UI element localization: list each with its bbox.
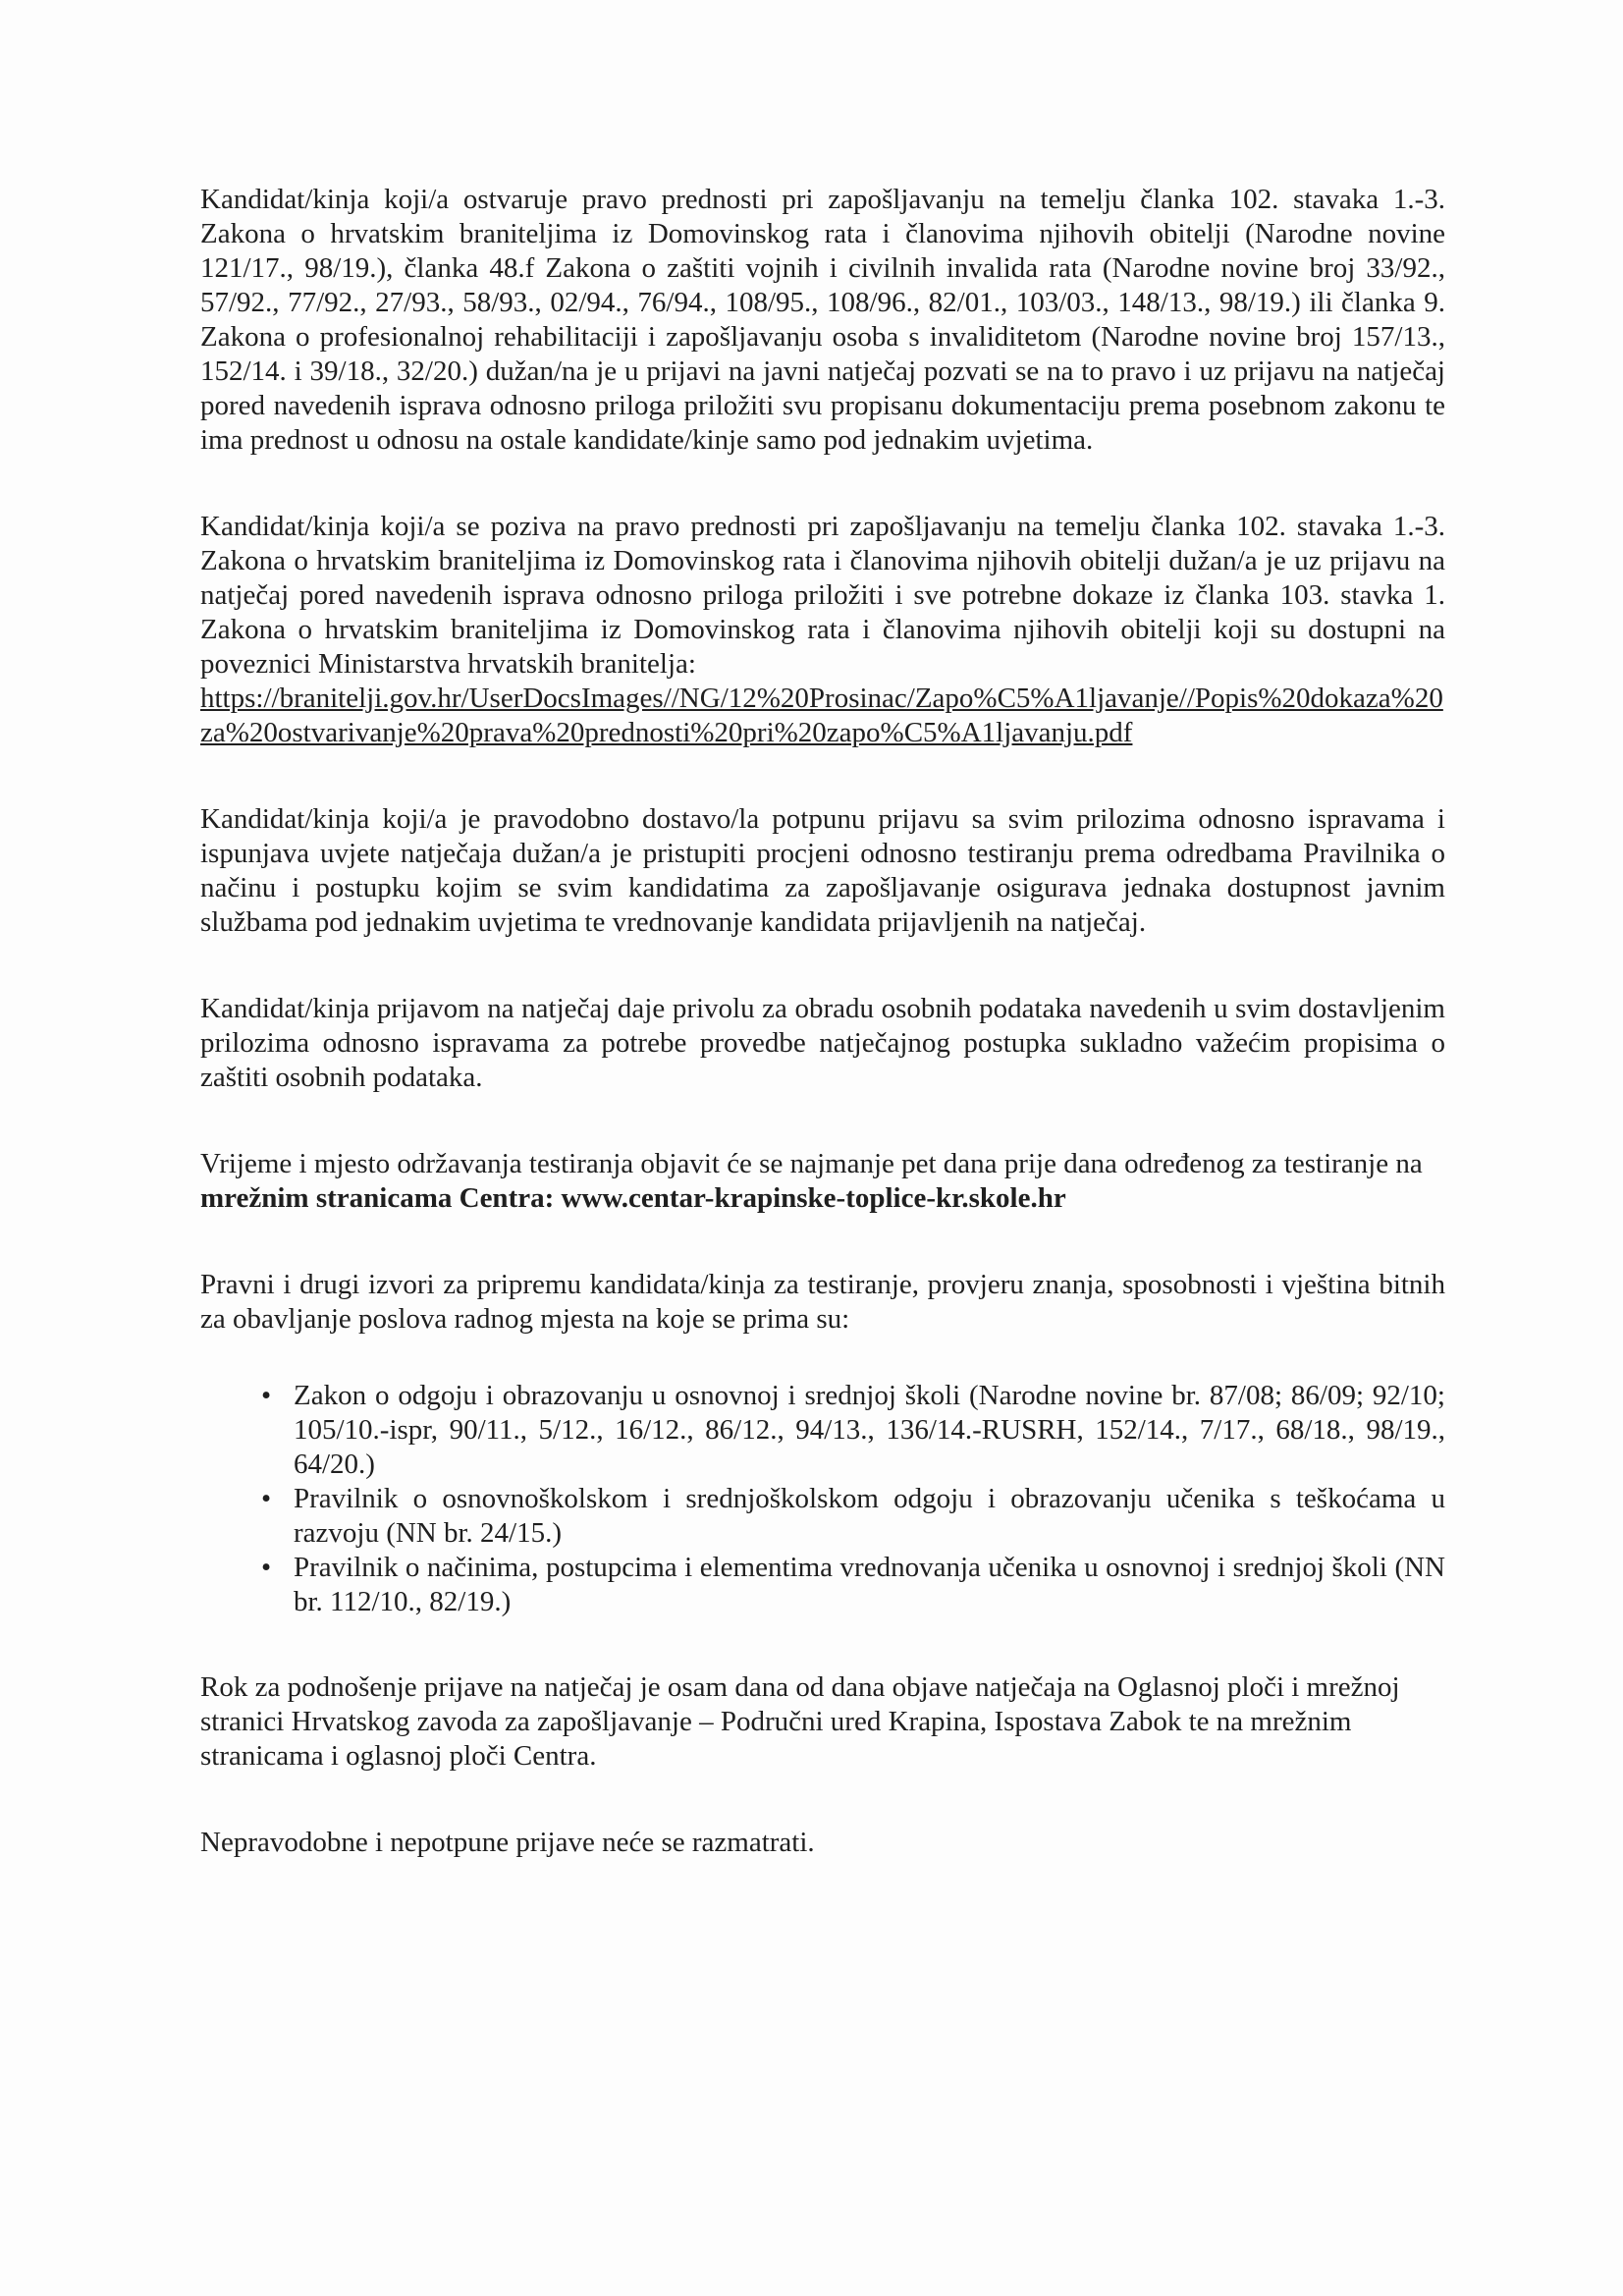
paragraph-testing-announcement	[200, 1147, 1445, 1216]
paragraph-late-applications: Nepravodobne i nepotpune prijave neće se razmatrati.	[200, 1827, 815, 1858]
paragraph-legal-sources-intro: Pravni i drugi izvori za pripremu kandidata/kinja za testiranje, provjeru znanja, sposobnosti i vještina bitnih za obavljanje poslova radnog mjesta na koje se prima su:	[200, 1269, 1445, 1335]
paragraph-testing-obligation: Kandidat/kinja koji/a je pravodobno dostavo/la potpunu prijavu sa svim prilozima odnosno ispravama i ispunjava uvjete natječaja dužan/a je pristupiti procjeni odnosno testiranju prema odredbama Pravilnika o načinu i postupku kojim se svim kandidatima za zapošljavanje osigurava jednaka dostupnost javnim službama pod jednakim uvjetima te vrednovanje kandidata prijavljenih na natječaj.	[200, 803, 1445, 938]
centre-website-reference: mrežnim stranicama Centra: www.centar-krapinske-toplice-kr.skole.hr	[200, 1182, 1066, 1214]
paragraph-application-deadline: Rok za podnošenje prijave na natječaj je osam dana od dana objave natječaja na Oglasnoj ploči i mrežnoj stranici Hrvatskog zavoda za zapošljavanje – Područni ured Krapina, Ispostava Zabok te na mrežnim stranicama i oglasnoj ploči Centra.	[200, 1671, 1400, 1772]
list-item	[261, 1379, 1445, 1482]
ministry-link[interactable]: https://branitelji.gov.hr/UserDocsImages//NG/12%20Prosinac/Zapo%C5%A1ljavanje//Popis%20dokaza%20za%20ostvarivanje%20prava%20prednosti%20pri%20zapo%C5%A1ljavanju.pdf	[200, 683, 1443, 748]
list-item	[261, 1551, 1445, 1619]
paragraph-evidence-text: Kandidat/kinja koji/a se poziva na pravo prednosti pri zapošljavanju na temelju članka 102. stavaka 1.-3. Zakona o hrvatskim braniteljima iz Domovinskog rata i članovima njihovih obitelji dužan/a je uz prijavu na natječaj pored navedenih isprava odnosno priloga priložiti i sve potrebne dokaze iz članka 103. stavka 1. Zakona o hrvatskim braniteljima iz Domovinskog rata i članovima njihovih obitelji koji su dostupni na poveznici Ministarstva hrvatskih branitelja:	[200, 511, 1445, 680]
paragraph-evidence-requirements	[200, 510, 1445, 750]
list-item-text: Pravilnik o osnovnoškolskom i srednjoškolskom odgoju i obrazovanju učenika s teškoćama u razvoju (NN br. 24/15.)	[294, 1483, 1445, 1549]
document-body	[200, 183, 1445, 1912]
legal-sources-list	[200, 1379, 1445, 1619]
list-item-text: Zakon o odgoju i obrazovanju u osnovnoj i srednjoj školi (Narodne novine br. 87/08; 86/09; 92/10; 105/10.-ispr, 90/11., 5/12., 16/12., 86/12., 94/13., 136/14.-RUSRH, 152/14., 7/17., 68/18., 98/19., 64/20.)	[294, 1380, 1445, 1480]
bullet-icon: •	[261, 1552, 272, 1583]
list-item-text: Pravilnik o načinima, postupcima i elementima vrednovanja učenika u osnovnoj i srednjoj školi (NN br. 112/10., 82/19.)	[294, 1552, 1445, 1617]
bullet-icon: •	[261, 1483, 272, 1514]
bullet-icon: •	[261, 1380, 272, 1411]
paragraph-data-consent: Kandidat/kinja prijavom na natječaj daje privolu za obradu osobnih podataka navedenih u svim dostavljenim prilozima odnosno ispravama za potrebe provedbe natječajnog postupka sukladno važećim propisima o zaštiti osobnih podataka.	[200, 993, 1445, 1093]
paragraph-veteran-priority: Kandidat/kinja koji/a ostvaruje pravo prednosti pri zapošljavanju na temelju članka 102. stavaka 1.-3. Zakona o hrvatskim braniteljima iz Domovinskog rata i članovima njihovih obitelji (Narodne novine 121/17., 98/19.), članka 48.f Zakona o zaštiti vojnih i civilnih invalida rata (Narodne novine broj 33/92., 57/92., 77/92., 27/93., 58/93., 02/94., 76/94., 108/95., 108/96., 82/01., 103/03., 148/13., 98/19.) ili članka 9. Zakona o profesionalnoj rehabilitaciji i zapošljavanju osoba s invaliditetom (Narodne novine broj 157/13., 152/14. i 39/18., 32/20.) dužan/na je u prijavi na javni natječaj pozvati se na to pravo i uz prijavu na natječaj pored navedenih isprava odnosno priloga priložiti svu propisanu dokumentaciju prema posebnom zakonu te ima prednost u odnosu na ostale kandidate/kinje samo pod jednakim uvjetima.	[200, 184, 1445, 456]
list-item	[261, 1482, 1445, 1551]
testing-announcement-text: Vrijeme i mjesto održavanja testiranja objavit će se najmanje pet dana prije dana određenog za testiranje na	[200, 1148, 1423, 1179]
